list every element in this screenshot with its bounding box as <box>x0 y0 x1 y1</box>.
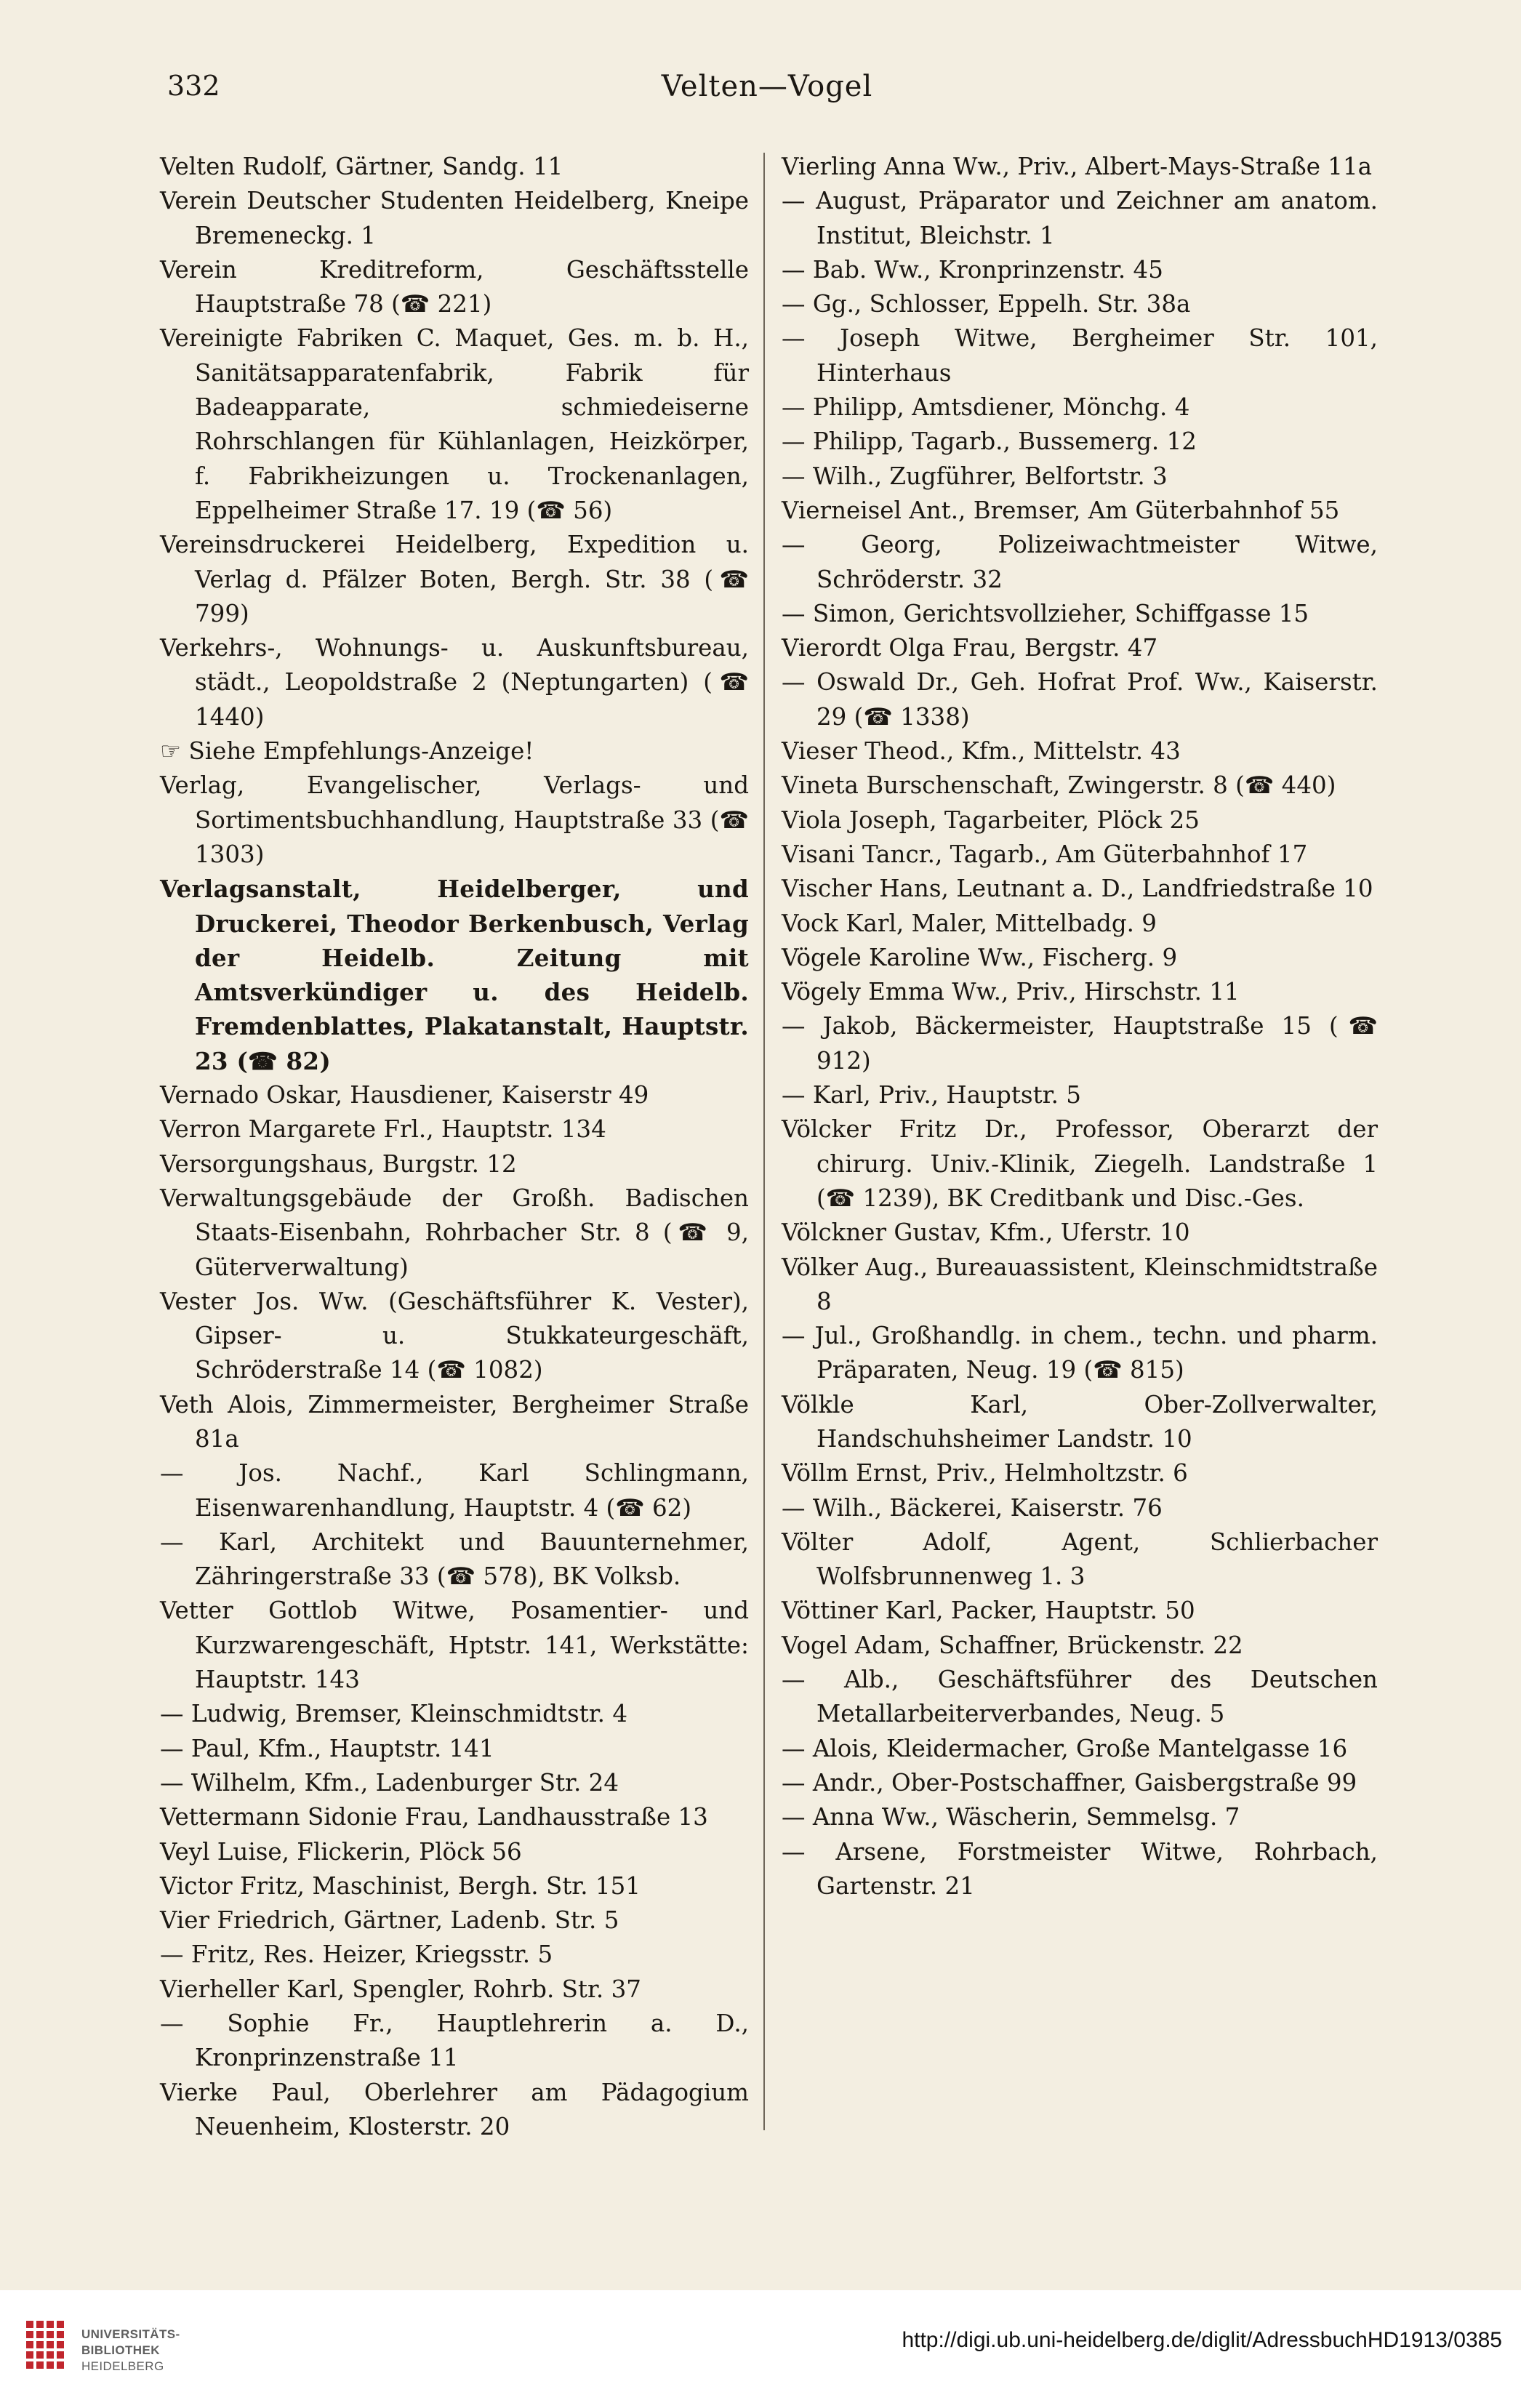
directory-entry: Vereinigte Fabriken C. Maquet, Ges. m. b. H., Sanitätsapparatenfabrik, Fabrik für Badeapparate, schmiedeiserne Rohrschlangen für Kühlanlagen, Heizkörper, f. Fabrikheizungen u. Trockenanlagen, Eppelheimer Straße 17. 19 (☎ 56) <box>160 324 749 524</box>
directory-entry: — Ludwig, Bremser, Kleinschmidtstr. 4 <box>160 1700 628 1728</box>
directory-entry: — Jos. Nachf., Karl Schlingmann, Eisenwarenhandlung, Hauptstr. 4 (☎ 62) <box>160 1459 749 1522</box>
left-column <box>160 150 749 2144</box>
directory-entry: — Wilh., Zugführer, Belfortstr. 3 <box>782 462 1168 490</box>
directory-entry: — Anna Ww., Wäscherin, Semmelsg. 7 <box>782 1803 1240 1831</box>
directory-entry: Vieser Theod., Kfm., Mittelstr. 43 <box>782 737 1181 766</box>
directory-entry: Verlag, Evangelischer, Verlags- und Sortimentsbuchhandlung, Hauptstraße 33 (☎ 1303) <box>160 771 749 868</box>
directory-entry: Vester Jos. Ww. (Geschäftsführer K. Vester), Gipser- u. Stukkateurgeschäft, Schröderstraße 14 (☎ 1082) <box>160 1287 749 1384</box>
directory-entry: — Oswald Dr., Geh. Hofrat Prof. Ww., Kaiserstr. 29 (☎ 1338) <box>782 668 1378 731</box>
directory-entry: — Fritz, Res. Heizer, Kriegsstr. 5 <box>160 1941 553 1969</box>
directory-entry: — Wilhelm, Kfm., Ladenburger Str. 24 <box>160 1768 619 1797</box>
directory-entry: — Bab. Ww., Kronprinzenstr. 45 <box>782 255 1163 284</box>
directory-entry: Völker Aug., Bureauassistent, Kleinschmidtstraße 8 <box>782 1253 1378 1315</box>
directory-entry: Vischer Hans, Leutnant a. D., Landfriedstraße 10 <box>782 875 1373 903</box>
directory-entry: Vetter Gottlob Witwe, Posamentier- und Kurzwarengeschäft, Hptstr. 141, Werkstätte: Hauptstr. 143 <box>160 1597 749 1694</box>
directory-entry: — Sophie Fr., Hauptlehrerin a. D., Kronprinzenstraße 11 <box>160 2010 749 2072</box>
directory-entry: Vierling Anna Ww., Priv., Albert-Mays-Straße 11a <box>782 153 1373 180</box>
directory-entry: — Philipp, Amtsdiener, Mönchg. 4 <box>782 393 1190 422</box>
directory-entry: Völter Adolf, Agent, Schlierbacher Wolfsbrunnenweg 1. 3 <box>782 1528 1378 1591</box>
directory-entry: Visani Tancr., Tagarb., Am Güterbahnhof 17 <box>782 840 1308 868</box>
column-divider <box>763 153 765 2130</box>
right-column <box>782 150 1378 1903</box>
directory-entry: Völlm Ernst, Priv., Helmholtzstr. 6 <box>782 1459 1188 1488</box>
directory-entry: — Joseph Witwe, Bergheimer Str. 101, Hinterhaus <box>782 324 1378 387</box>
directory-entry: Versorgungshaus, Burgstr. 12 <box>160 1149 517 1178</box>
library-name <box>81 2327 180 2375</box>
library-name-line2: BIBLIOTHEK <box>81 2343 160 2357</box>
directory-entry: Vierneisel Ant., Bremser, Am Güterbahnhof 55 <box>782 496 1340 524</box>
directory-entry: Viola Joseph, Tagarbeiter, Plöck 25 <box>782 806 1200 834</box>
directory-entry: Vierke Paul, Oberlehrer am Pädagogium Neuenheim, Klosterstr. 20 <box>160 2078 749 2140</box>
directory-entry: — Jul., Großhandlg. in chem., techn. und pharm. Präparaten, Neug. 19 (☎ 815) <box>782 1322 1378 1384</box>
directory-entry: Vierordt Olga Frau, Bergstr. 47 <box>782 634 1158 662</box>
directory-entry: Vogel Adam, Schaffner, Brückenstr. 22 <box>782 1631 1243 1659</box>
directory-entry: Vereinsdruckerei Heidelberg, Expedition u. Verlag d. Pfälzer Boten, Bergh. Str. 38 (☎ 799) <box>160 531 749 627</box>
directory-entry: Verwaltungsgebäude der Großh. Badischen Staats-Eisenbahn, Rohrbacher Str. 8 (☎ 9, Güterverwaltung) <box>160 1184 749 1281</box>
directory-entry: — Alb., Geschäftsführer des Deutschen Metallarbeiterverbandes, Neug. 5 <box>782 1666 1378 1728</box>
directory-entry: Veyl Luise, Flickerin, Plöck 56 <box>160 1837 522 1866</box>
directory-entry: Velten Rudolf, Gärtner, Sandg. 11 <box>160 153 563 180</box>
directory-entry: Vettermann Sidonie Frau, Landhausstraße 13 <box>160 1803 708 1831</box>
directory-entry: Verron Margarete Frl., Hauptstr. 134 <box>160 1115 606 1144</box>
directory-entry: Völckner Gustav, Kfm., Uferstr. 10 <box>782 1219 1190 1247</box>
university-library-logo-icon <box>16 2315 74 2388</box>
directory-entry: — Gg., Schlosser, Eppelh. Str. 38a <box>782 290 1191 318</box>
directory-entry: Verein Deutscher Studenten Heidelberg, Kneipe Bremeneckg. 1 <box>160 187 749 249</box>
directory-entry: Verein Kreditreform, Geschäftsstelle Hauptstraße 78 (☎ 221) <box>160 255 749 318</box>
directory-entry: Vock Karl, Maler, Mittelbadg. 9 <box>782 909 1157 937</box>
directory-entry: Vögely Emma Ww., Priv., Hirschstr. 11 <box>782 978 1240 1006</box>
directory-entry: Vier Friedrich, Gärtner, Ladenb. Str. 5 <box>160 1906 619 1935</box>
directory-entry: — Karl, Priv., Hauptstr. 5 <box>782 1081 1081 1109</box>
directory-entry: Vögele Karoline Ww., Fischerg. 9 <box>782 943 1178 971</box>
directory-entry: — Georg, Polizeiwachtmeister Witwe, Schröderstr. 32 <box>782 531 1378 593</box>
directory-entry: Völcker Fritz Dr., Professor, Oberarzt der chirurg. Univ.-Klinik, Ziegelh. Landstraße 1 (☎ 1239), BK Creditbank und Disc.-Ges. <box>782 1115 1378 1212</box>
directory-entry: Verlagsanstalt, Heidelberger, und Druckerei, Theodor Berkenbusch, Verlag der Heidelb. Zeitung mit Amtsverkündiger u. des Heidelb. Fremdenblattes, Plakatanstalt, Hauptstr. 23 (☎ 82) <box>160 875 749 1075</box>
directory-entry: — Simon, Gerichtsvollzieher, Schiffgasse 15 <box>782 599 1309 627</box>
directory-entry: ☞ Siehe Empfehlungs-Anzeige! <box>160 737 534 766</box>
directory-entry: Vernado Oskar, Hausdiener, Kaiserstr 49 <box>160 1081 649 1109</box>
page-number: 332 <box>167 70 220 102</box>
directory-entry: Victor Fritz, Maschinist, Bergh. Str. 151 <box>160 1871 641 1900</box>
directory-entry: Vierheller Karl, Spengler, Rohrb. Str. 37 <box>160 1975 641 2003</box>
directory-entry: Vineta Burschenschaft, Zwingerstr. 8 (☎ 440) <box>782 771 1336 800</box>
directory-entry: — Jakob, Bäckermeister, Hauptstraße 15 (☎ 912) <box>782 1012 1378 1075</box>
directory-entry: — Philipp, Tagarb., Bussemerg. 12 <box>782 428 1197 456</box>
directory-entry: — August, Präparator und Zeichner am anatom. Institut, Bleichstr. 1 <box>782 187 1378 249</box>
directory-entry: — Karl, Architekt und Bauunternehmer, Zähringerstraße 33 (☎ 578), BK Volksb. <box>160 1528 749 1591</box>
library-name-line1: UNIVERSITÄTS- <box>81 2327 180 2341</box>
directory-entry: Vöttiner Karl, Packer, Hauptstr. 50 <box>782 1597 1195 1625</box>
directory-entry: Veth Alois, Zimmermeister, Bergheimer Straße 81a <box>160 1390 749 1453</box>
directory-entry: — Wilh., Bäckerei, Kaiserstr. 76 <box>782 1493 1163 1522</box>
directory-entry: Verkehrs-, Wohnungs- u. Auskunftsbureau, städt., Leopoldstraße 2 (Neptungarten) (☎ 1440) <box>160 634 749 731</box>
library-name-line3: HEIDELBERG <box>81 2359 164 2373</box>
directory-entry: — Alois, Kleidermacher, Große Mantelgasse 16 <box>782 1734 1348 1762</box>
running-head: Velten—Vogel <box>661 70 873 103</box>
directory-entry: Völkle Karl, Ober-Zollverwalter, Handschuhsheimer Landstr. 10 <box>782 1390 1378 1453</box>
directory-entry: — Arsene, Forstmeister Witwe, Rohrbach, Gartenstr. 21 <box>782 1837 1378 1900</box>
source-url[interactable]: http://digi.ub.uni-heidelberg.de/diglit/AdressbuchHD1913/0385 <box>902 2328 1502 2352</box>
directory-entry: — Andr., Ober-Postschaffner, Gaisbergstraße 99 <box>782 1768 1357 1797</box>
footer <box>0 2290 1521 2408</box>
page-header <box>167 70 1367 111</box>
directory-entry: — Paul, Kfm., Hauptstr. 141 <box>160 1734 494 1762</box>
